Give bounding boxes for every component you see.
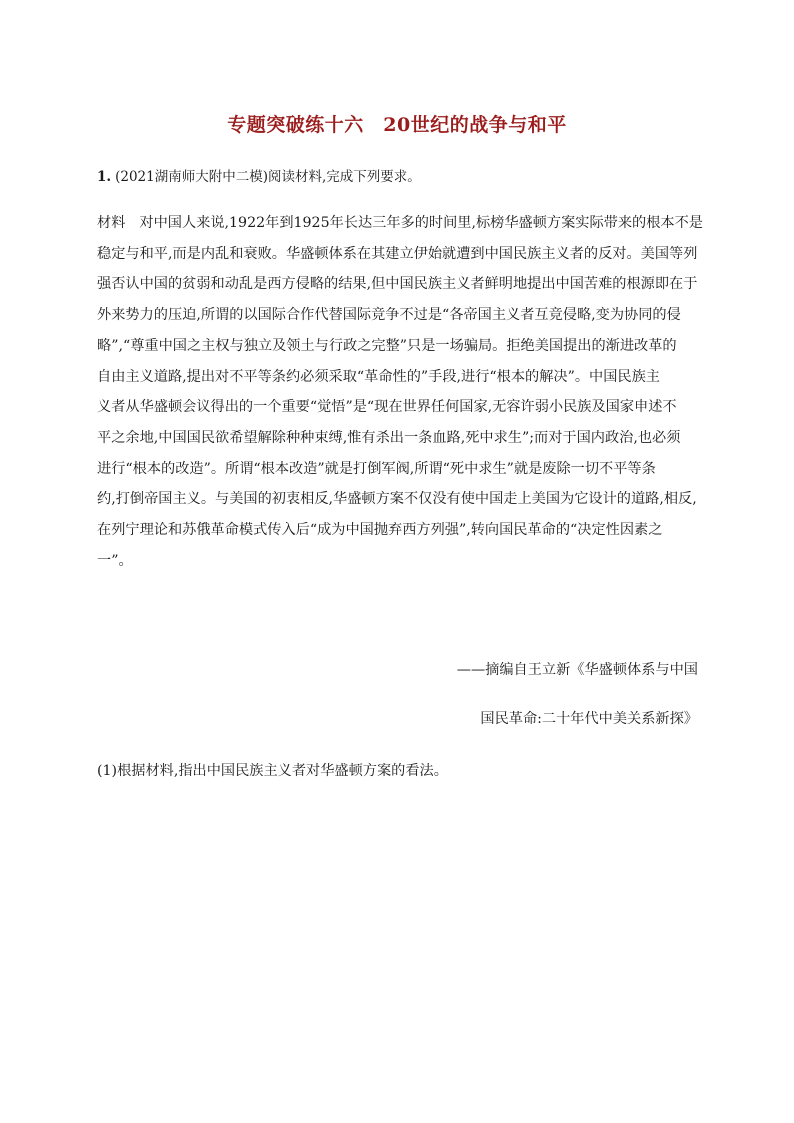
material-passage (97, 208, 703, 576)
material-line-text: 对中国人来说,1922年到1925年长达三年多的时间里,标榜华盛顿方案实际带来的根本不是 (139, 215, 703, 231)
material-line: 在列宁理论和苏俄革命模式传入后“成为中国抛弃西方列强”,转向国民革命的“决定性因素之 (97, 522, 663, 539)
material-line: 略”,“尊重中国之主权与独立及领土与行政之完整”只是一场骗局。拒绝美国提出的渐进改革的 (97, 337, 677, 354)
source-citation-line-2: 国民革命:二十年代中美关系新探》 (480, 711, 698, 727)
page-title: 专题突破练十六 20世纪的战争与和平 (227, 114, 567, 136)
material-line: 自由主义道路,提出对不平等条约必须采取“革命性的”手段,进行“根本的解决”。中国民族主 (97, 368, 660, 385)
material-line: 强否认中国的贫弱和动乱是西方侵略的结果,但中国民族主义者鲜明地提出中国苦难的根源即在于 (97, 276, 698, 293)
material-line (97, 208, 703, 239)
material-line: 平之余地,中国国民欲希望解除种种束缚,惟有杀出一条血路,死中求生”;而对于国内政治,也必须 (97, 429, 681, 446)
material-line: 约,打倒帝国主义。与美国的初衷相反,华盛顿方案不仅没有使中国走上美国为它设计的道路,相反, (97, 491, 697, 508)
question-number: 1. (97, 169, 112, 185)
question-header (97, 167, 421, 187)
material-line: 稳定与和平,而是内乱和衰败。华盛顿体系在其建立伊始就遭到中国民族主义者的反对。美国等列 (97, 245, 698, 262)
material-line: 一”。 (97, 552, 133, 569)
material-line: 外来势力的压迫,所谓的以国际合作代替国际竞争不过是“各帝国主义者互竞侵略,变为协同的侵 (97, 307, 681, 324)
question-prompt: (2021湖南师大附中二模)阅读材料,完成下列要求。 (115, 169, 421, 185)
material-line: 进行“根本的改造”。所谓“根本改造”就是打倒军阀,所谓“死中求生”就是废除一切不平等条 (97, 460, 656, 477)
material-label: 材料 (97, 215, 126, 231)
sub-question-1: (1)根据材料,指出中国民族主义者对华盛顿方案的看法。 (97, 763, 448, 779)
source-citation-line-1: ——摘编自王立新《华盛顿体系与中国 (456, 662, 698, 678)
material-line: 义者从华盛顿会议得出的一个重要“觉悟”是“现在世界任何国家,无容许弱小民族及国家申述不 (97, 399, 677, 416)
